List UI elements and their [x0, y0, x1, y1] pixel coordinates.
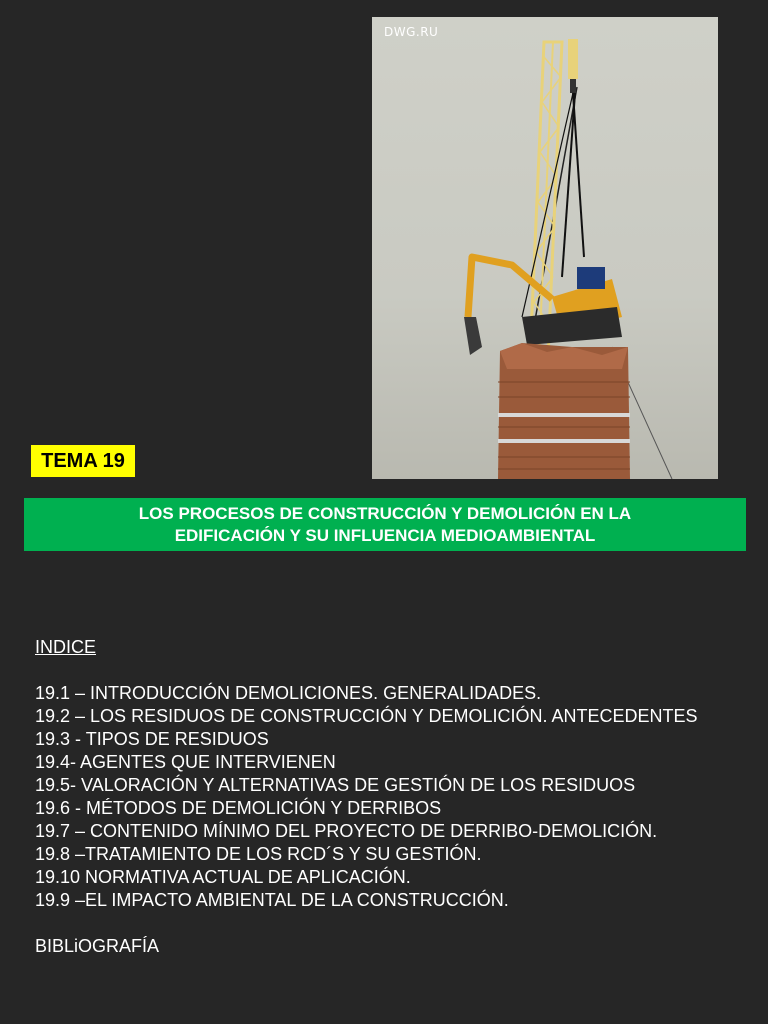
bibliography-heading: BIBLiOGRAFÍA: [35, 936, 160, 956]
index-section: [35, 636, 697, 958]
title-line-2: EDIFICACIÓN Y SU INFLUENCIA MEDIOAMBIENTAL: [174, 525, 596, 545]
index-item: 19.8 –TRATAMIENTO DE LOS RCD´S Y SU GESTIÓN.: [35, 844, 482, 864]
index-item: 19.2 – LOS RESIDUOS DE CONSTRUCCIÓN Y DEMOLICIÓN. ANTECEDENTES: [35, 706, 698, 726]
index-list: [35, 682, 697, 912]
brick-chimney: [498, 343, 630, 479]
index-item: 19.3 - TIPOS DE RESIDUOS: [35, 729, 269, 749]
index-item: 19.5- VALORACIÓN Y ALTERNATIVAS DE GESTIÓN DE LOS RESIDUOS: [35, 775, 636, 795]
title-banner: [24, 498, 746, 551]
index-item: 19.1 – INTRODUCCIÓN DEMOLICIONES. GENERALIDADES.: [35, 683, 542, 703]
watermark-text: DWG.RU: [384, 25, 439, 39]
demolition-photo: [372, 17, 718, 479]
index-heading: INDICE: [35, 637, 97, 657]
title-line-1: LOS PROCESOS DE CONSTRUCCIÓN Y DEMOLICIÓN EN LA: [138, 503, 632, 523]
demolition-illustration: [372, 17, 718, 479]
index-item: 19.4- AGENTES QUE INTERVIENEN: [35, 752, 336, 772]
index-item: 19.6 - MÉTODOS DE DEMOLICIÓN Y DERRIBOS: [35, 798, 442, 818]
index-item: 19.9 –EL IMPACTO AMBIENTAL DE LA CONSTRUCCIÓN.: [35, 890, 509, 910]
index-item: 19.10 NORMATIVA ACTUAL DE APLICACIÓN.: [35, 867, 411, 887]
topic-badge: TEMA 19: [31, 445, 135, 477]
index-item: 19.7 – CONTENIDO MÍNIMO DEL PROYECTO DE DERRIBO-DEMOLICIÓN.: [35, 821, 658, 841]
